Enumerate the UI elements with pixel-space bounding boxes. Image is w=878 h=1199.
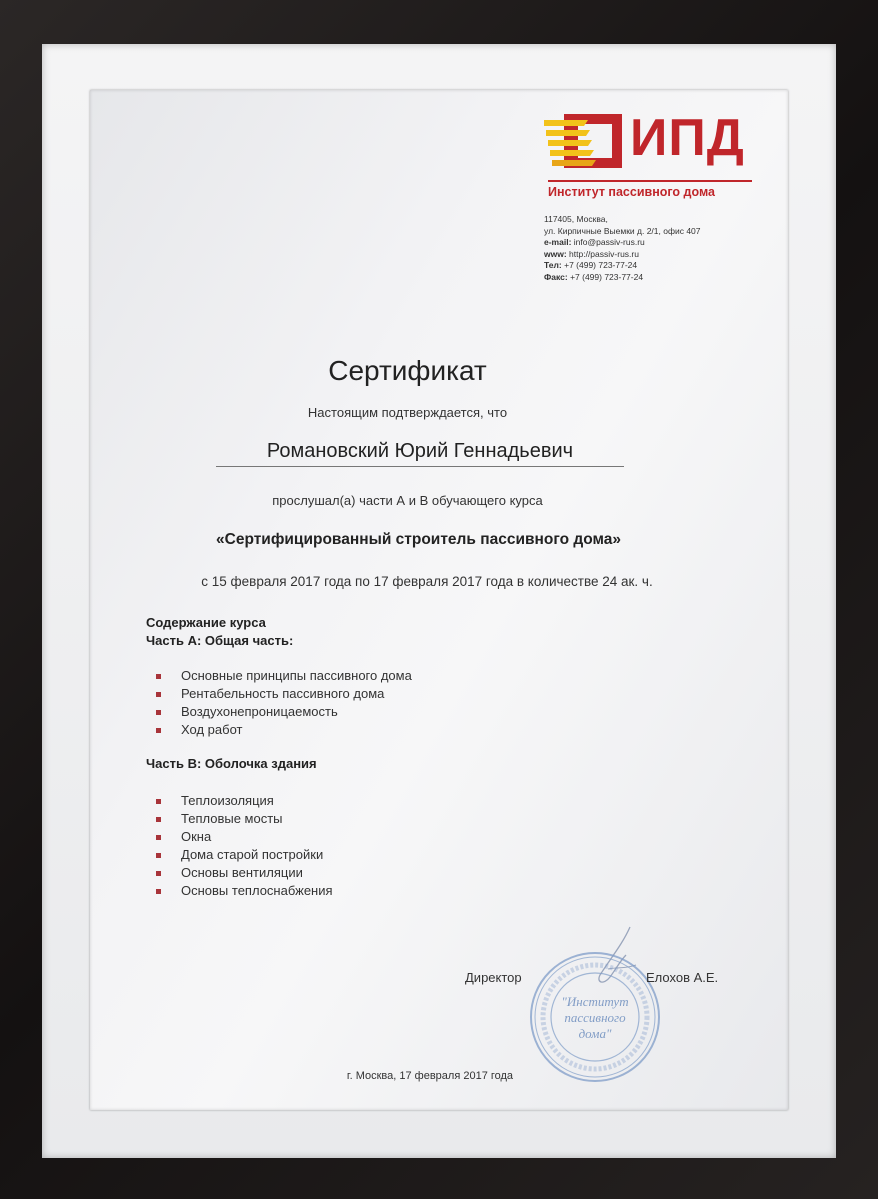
address-line-1: 117405, Москва, xyxy=(544,214,608,224)
email-value: info@passiv-rus.ru xyxy=(573,237,645,247)
certificate-title: Сертификат xyxy=(328,355,487,386)
part-a-title: Часть А: Общая часть: xyxy=(146,633,294,648)
list-item: Воздухонепроницаемость xyxy=(156,703,412,721)
bullet-icon xyxy=(156,889,161,894)
bullet-icon xyxy=(156,835,161,840)
www-value: http://passiv-rus.ru xyxy=(569,248,639,259)
content-heading: Содержание курса xyxy=(146,615,266,630)
institute-stamp-icon xyxy=(526,948,664,1086)
ipd-logo-icon xyxy=(544,110,624,172)
svg-text:дома": дома" xyxy=(578,1026,612,1041)
part-a-list xyxy=(156,667,412,739)
director-label: Директор xyxy=(465,970,522,985)
list-item: Основы теплоснабжения xyxy=(156,882,333,900)
bullet-icon xyxy=(156,817,161,822)
director-name: Елохов А.Е. xyxy=(646,970,719,985)
certificate-document xyxy=(90,90,788,1110)
part-b-title: Часть В: Оболочка здания xyxy=(146,756,317,771)
recipient-name: Романовский Юрий Геннадьевич xyxy=(216,440,624,467)
list-item: Рентабельность пассивного дома xyxy=(156,685,412,703)
course-name: «Сертифицированный строитель пассивного дома» xyxy=(216,531,621,548)
tel-value: +7 (499) 723-77-24 xyxy=(564,260,638,270)
bullet-icon xyxy=(156,710,161,715)
list-item: Тепловые мосты xyxy=(156,810,333,828)
bullet-icon xyxy=(156,674,161,679)
bullet-icon xyxy=(156,853,161,858)
place-and-date: г. Москва, 17 февраля 2017 года xyxy=(346,1070,514,1082)
organization-name: Институт пассивного дома xyxy=(548,185,715,199)
email-line: e-mail: info@passiv-rus.ru xyxy=(544,237,645,247)
address-line-2: ул. Кирпичные Выемки д. 2/1, офис 407 xyxy=(544,225,701,236)
bullet-icon xyxy=(156,728,161,733)
bullet-icon xyxy=(156,799,161,804)
list-item: Дома старой постройки xyxy=(156,846,333,864)
logo-text: ИПД xyxy=(630,109,745,167)
course-dates: с 15 февраля 2017 года по 17 февраля 2017 года в количестве 24 ак. ч. xyxy=(201,574,653,589)
list-item: Основные принципы пассивного дома xyxy=(156,667,412,685)
tel-line: Тел: +7 (499) 723-77-24 xyxy=(544,260,638,270)
fax-value: +7 (499) 723-77-24 xyxy=(570,271,644,282)
logo-underline xyxy=(548,180,752,182)
list-item: Теплоизоляция xyxy=(156,792,333,810)
fax-line: Факс: +7 (499) 723-77-24 xyxy=(544,271,644,282)
contact-block xyxy=(544,214,701,283)
svg-text:"Институт: "Институт xyxy=(561,994,629,1009)
bullet-icon xyxy=(156,871,161,876)
confirm-text: Настоящим подтверждается, что xyxy=(307,405,508,420)
bullet-icon xyxy=(156,692,161,697)
www-line: www: http://passiv-rus.ru xyxy=(544,248,639,259)
part-b-list xyxy=(156,792,333,900)
svg-text:пассивного: пассивного xyxy=(564,1010,626,1025)
listened-text: прослушал(а) части А и В обучающего курса xyxy=(272,493,543,508)
list-item: Ход работ xyxy=(156,721,412,739)
list-item: Окна xyxy=(156,828,333,846)
list-item: Основы вентиляции xyxy=(156,864,333,882)
